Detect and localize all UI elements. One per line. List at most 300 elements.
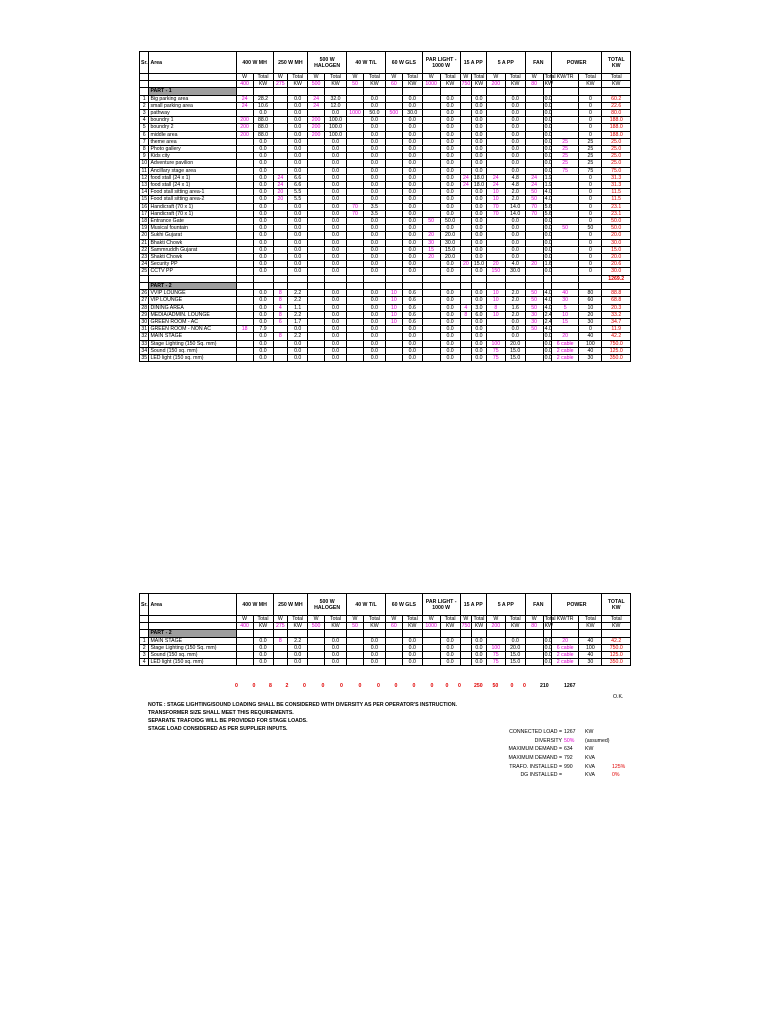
cell-w400 [236,644,253,651]
cell-tf: 0.0 [544,146,552,153]
cell-area: theme area [149,138,236,145]
cell-w5 [486,318,505,325]
header-area: Area [149,594,236,616]
cell-wpar [422,354,440,361]
cell-t60: 0.0 [402,182,422,189]
cell-w5: 150 [486,268,505,275]
cell-area: food stall (24 x 1) [149,182,236,189]
cell-w15: 20 [460,261,472,268]
sub-w: W [347,74,364,81]
cell-area: small parking area [149,102,236,109]
cell-w400 [236,347,253,354]
sub-total: Total [505,616,525,623]
rating-row [140,623,631,630]
cell-t500: 0.0 [325,167,347,174]
sub-total: Total [253,616,273,623]
sub-w: W [236,74,253,81]
cell-t5: 0.0 [505,167,525,174]
cell-w400 [236,110,253,117]
cell-w400: 200 [236,131,253,138]
cell-t5: 2.0 [505,290,525,297]
total-cell: 0 [303,683,306,689]
cell-w500 [308,146,325,153]
cell-t500: 0.0 [325,304,347,311]
cell-wf [525,347,543,354]
sub-total: Total [544,616,556,622]
cell-t5: 0.0 [505,326,525,333]
cell-wf: 20 [525,261,543,268]
cell-w400 [236,210,253,217]
rated-60: 60 [385,81,402,88]
cell-w400 [236,297,253,304]
cell-t400: 0.0 [253,210,273,217]
cell-t400: 0.0 [253,304,273,311]
cell-area: boundry 2 [149,124,236,131]
cell-tf: 0.0 [544,232,552,239]
cell-w400 [236,311,253,318]
cell-w60: 10 [385,297,402,304]
cell-t400: 0.0 [253,246,273,253]
cell-n: 32 [141,333,148,340]
cell-tpar: 0.0 [440,146,460,153]
cell-tpar: 0.0 [440,297,460,304]
part1-total: 1269.2 [602,275,631,282]
cell-tot: 80.0 [602,110,631,117]
cell-t15: 0.0 [472,354,487,361]
sub-w: W [422,74,440,81]
cell-w250 [273,102,288,109]
cell-wf [525,124,543,131]
cell-pw: 40 [579,347,602,354]
cell-pw: 60 [579,297,602,304]
cell-t250: 6.6 [288,182,308,189]
cell-w15 [460,138,472,145]
cell-t400: 0.0 [253,659,273,666]
rated-400: 400 [236,623,253,630]
cell-pw: 0 [579,326,602,333]
cell-w5 [486,138,505,145]
cell-t40: 0.0 [363,117,385,124]
cell-n: 20 [141,232,148,239]
cell-t250: 0.0 [288,167,308,174]
cell-w400 [236,167,253,174]
cell-pw: 0 [579,117,602,124]
sub-w: W [486,616,505,623]
cell-w400 [236,153,253,160]
cell-tot: 20.0 [602,254,631,261]
cell-w250: 20 [273,189,288,196]
cell-wpar [422,110,440,117]
cell-w400 [236,254,253,261]
cell-pw: 100 [579,340,602,347]
cell-wpar [422,203,440,210]
cell-w15 [460,340,472,347]
cell-area: Food stall sitting area-2 [149,196,236,203]
cell-area: DINING AREA [149,304,236,311]
cell-t500: 0.0 [325,354,347,361]
cell-w500 [308,637,325,644]
unit-kw: KW [505,623,525,630]
cell-t5: 0.0 [505,239,525,246]
cell-wf [525,340,543,347]
header-400w: 400 W MH [236,52,273,74]
table-row [140,637,631,644]
total-cell: 8 [269,683,272,689]
cell-w5: 10 [486,189,505,196]
unit-kw: KW [288,81,308,88]
cell-area: food stall (24 x 1) [149,174,236,181]
cell-w500 [308,261,325,268]
cell-w40: 1000 [347,110,364,117]
cell-w400 [236,318,253,325]
cell-n: 17 [141,210,148,217]
total-cell: 210 [540,683,549,689]
cell-w5: 10 [486,196,505,203]
cell-w15 [460,203,472,210]
cell-w500 [308,196,325,203]
cell-t60: 0.0 [402,189,422,196]
cell-t60: 0.0 [402,326,422,333]
cell-w5: 75 [486,659,505,666]
cell-w60: 10 [385,290,402,297]
cell-wf: 50 [525,196,543,203]
cell-wpar: 50 [422,218,440,225]
part-label: PART - 1 [149,88,236,95]
sub-w: W [422,616,440,623]
cell-t400: 0.0 [253,239,273,246]
cell-w40 [347,290,364,297]
sub-total: Total [602,74,631,81]
cell-t40: 0.0 [363,160,385,167]
sub-total: Total [505,74,525,81]
cell-n: 35 [141,354,148,361]
cell-tot: 11.5 [602,189,631,196]
cell-t5: 0.0 [505,131,525,138]
cell-t5: 4.0 [505,261,525,268]
sub-w: W [308,616,325,623]
cell-wf: 70 [525,210,543,217]
cell-t40: 0.0 [363,246,385,253]
cell-w40 [347,333,364,340]
cell-tf: 0.0 [544,102,552,109]
cell-t250: 0.0 [288,340,308,347]
cell-w500 [308,210,325,217]
cell-t40: 3.5 [363,210,385,217]
cell-tpar: 0.0 [440,333,460,340]
header-60w: 60 W GLS [385,52,422,74]
cell-t250: 0.0 [288,102,308,109]
cell-t40: 0.0 [363,637,385,644]
unit-kw: KW [363,81,385,88]
cell-wf [525,333,543,340]
unit-kw: KW [440,81,460,88]
cell-t500: 0.0 [325,297,347,304]
cell-w500 [308,232,325,239]
cell-w5: 70 [486,203,505,210]
header-fan: FAN [525,52,551,74]
cell-t60: 0.0 [402,117,422,124]
cell-pw: 50 [579,225,602,232]
cell-tot: 25.0 [602,146,631,153]
table-row [140,110,631,117]
cell-t250: 0.0 [288,203,308,210]
cell-wpar [422,297,440,304]
table-row [140,196,631,203]
cell-t500: 0.0 [325,290,347,297]
table-row [140,218,631,225]
cell-tot: 88.8 [602,290,631,297]
cell-w60 [385,232,402,239]
table-row [140,124,631,131]
cell-w400 [236,196,253,203]
cell-wf [525,225,543,232]
cell-w500 [308,189,325,196]
cell-tf: 0.0 [544,167,552,174]
total-cell: 250 [474,683,483,689]
cell-tf: 5.6 [544,203,552,210]
cell-pw: 0 [579,246,602,253]
cell-t5: 0.0 [505,102,525,109]
cell-n: 3 [140,110,149,117]
cell-tpar: 0.0 [440,311,460,318]
cell-tot: 188.0 [602,124,631,131]
table-row [140,117,631,124]
cell-w500 [308,203,325,210]
cell-kwtr [551,218,578,225]
cell-wf [525,218,543,225]
cell-n: 14 [141,189,148,196]
cell-t250: 5.5 [288,196,308,203]
total-cell: 0 [510,683,514,689]
rated-5a: 200 [486,81,505,88]
table-row [140,304,631,311]
cell-t250: 1.1 [288,304,308,311]
cell-wpar [422,644,440,651]
cell-t500: 0.0 [325,189,347,196]
cell-w15 [460,326,472,333]
cell-kwtr: 10 [551,311,578,318]
cell-w5 [486,167,505,174]
sub-w: W [525,74,543,81]
cell-t15: 0.0 [472,347,487,354]
cell-t400: 0.0 [253,333,273,340]
cell-n: 21 [141,239,148,246]
cell-tf: 0.0 [544,239,552,246]
load-table-1 [139,51,631,362]
cell-w15 [460,637,472,644]
cell-tot: 125.0 [602,347,631,354]
table-row [140,225,631,232]
header-250w: 250 W MH [273,52,308,74]
cell-tot: 11.5 [602,196,631,203]
cell-w250: 24 [273,174,288,181]
cell-wf [525,246,543,253]
cell-t400: 0.0 [253,254,273,261]
cell-tpar: 0.0 [440,659,460,666]
cell-wpar: 30 [422,239,440,246]
cell-t500: 0.0 [325,182,347,189]
cell-pw: 20 [579,311,602,318]
cell-t400: 0.0 [253,174,273,181]
cell-kwtr: 75 [551,167,578,174]
cell-tf: 0.0 [544,254,552,261]
cell-t15: 0.0 [472,326,487,333]
cell-tf: 4.0 [544,304,552,311]
cell-wpar [422,146,440,153]
cell-kwtr [551,210,578,217]
cell-wpar: 20 [422,232,440,239]
cell-wf [525,131,543,138]
cell-wpar [422,333,440,340]
cell-tf: 0.0 [544,110,552,117]
cell-w5 [486,102,505,109]
cell-wf [525,138,543,145]
cell-w5 [486,153,505,160]
cell-pw: 40 [579,652,602,659]
cell-w250 [273,131,288,138]
cell-w250 [273,167,288,174]
cell-t40: 0.0 [363,232,385,239]
sub-total: Total [544,74,556,80]
cell-w40 [347,297,364,304]
cell-t40: 0.0 [363,326,385,333]
cell-tot: 20.0 [602,232,631,239]
cell-w400: 24 [236,95,253,102]
cell-wf: 24 [525,182,543,189]
cell-t40: 0.0 [363,304,385,311]
cell-tpar: 0.0 [440,268,460,275]
cell-w60 [385,340,402,347]
table-row [140,246,631,253]
cell-pw: 10 [579,304,602,311]
cell-w40 [347,174,364,181]
cell-wpar [422,174,440,181]
rated-40: 50 [347,623,364,630]
cell-w400 [236,138,253,145]
cell-w500 [308,225,325,232]
cell-t400: 0.0 [253,232,273,239]
cell-n: 7 [140,138,149,145]
cell-t500: 100.0 [325,117,347,124]
cell-t15: 0.0 [472,340,487,347]
cell-t400: 0.0 [253,218,273,225]
cell-w500 [308,652,325,659]
cell-wf [525,232,543,239]
cell-kwtr: 50 [551,225,578,232]
cell-t5: 0.0 [505,232,525,239]
cell-kwtr: 25 [551,153,578,160]
cell-kwtr [551,261,578,268]
sub-total: Total [602,616,631,623]
cell-t250: 0.0 [288,347,308,354]
cell-tot: 68.8 [602,297,631,304]
cell-t5: 0.0 [505,160,525,167]
cell-w5 [486,95,505,102]
cell-w500 [308,138,325,145]
unit-kw: KW [544,623,553,630]
unit-kw: KW [544,81,553,88]
sub-w: W [460,616,472,623]
cell-n: 34 [141,347,148,354]
cell-n: 10 [141,160,148,167]
cell-pw: 80 [579,290,602,297]
cell-area: Adventure pavilion [149,160,236,167]
cell-w250: 8 [273,637,288,644]
cell-t15: 0.0 [472,239,487,246]
cell-t400: 0.0 [253,268,273,275]
total-cell: 0 [445,683,449,689]
cell-w500: 200 [308,131,325,138]
cell-w60 [385,652,402,659]
cell-w15 [460,95,472,102]
sub-total: Total [440,616,460,623]
cell-t60: 0.0 [402,333,422,340]
cell-tot: 75.0 [602,167,631,174]
cell-tot: 350.0 [602,354,631,361]
cell-w500: 24 [308,95,325,102]
table-row [140,354,631,361]
cell-t400: 10.6 [253,102,273,109]
cell-w40 [347,218,364,225]
cell-t5: 0.0 [505,110,525,117]
cell-w40 [347,146,364,153]
cell-w250 [273,117,288,124]
cell-w60 [385,167,402,174]
cell-t15: 0.0 [472,146,487,153]
cell-w400 [236,261,253,268]
cell-w15: 24 [460,182,472,189]
table-row [140,340,631,347]
cell-w40 [347,246,364,253]
cell-t500: 0.0 [325,659,347,666]
cell-w15 [460,189,472,196]
cell-tf: 0.0 [544,652,552,659]
cell-t500: 0.0 [325,333,347,340]
cell-w5: 24 [486,182,505,189]
cell-pw: 40 [579,333,602,340]
cell-w500 [308,239,325,246]
cell-w250: 8 [273,311,288,318]
cell-w40 [347,160,364,167]
cell-wpar [422,131,440,138]
cell-w250: 20 [273,196,288,203]
cell-wpar [422,117,440,124]
cell-w60 [385,637,402,644]
cell-t15: 3.0 [472,304,487,311]
cell-t250: 0.0 [288,160,308,167]
cell-tot: 30.0 [602,239,631,246]
cell-w15 [460,246,472,253]
header-15a: 15 A PP [460,52,486,74]
cell-t60: 0.0 [402,347,422,354]
cell-t250: 0.0 [288,124,308,131]
cell-tf: 5.6 [544,210,552,217]
cell-t60: 0.0 [402,138,422,145]
cell-wpar [422,268,440,275]
cell-tf: 0.0 [544,117,552,124]
cell-t250: 0.0 [288,268,308,275]
cell-t15: 0.0 [472,318,487,325]
cell-w60 [385,644,402,651]
cell-t60: 0.0 [402,354,422,361]
cell-t400: 88.0 [253,131,273,138]
cell-wpar [422,225,440,232]
cell-w500 [308,167,325,174]
cell-wf [525,146,543,153]
cell-t500: 0.0 [325,110,347,117]
cell-w5 [486,254,505,261]
cell-area: CCTV PP [149,268,236,275]
